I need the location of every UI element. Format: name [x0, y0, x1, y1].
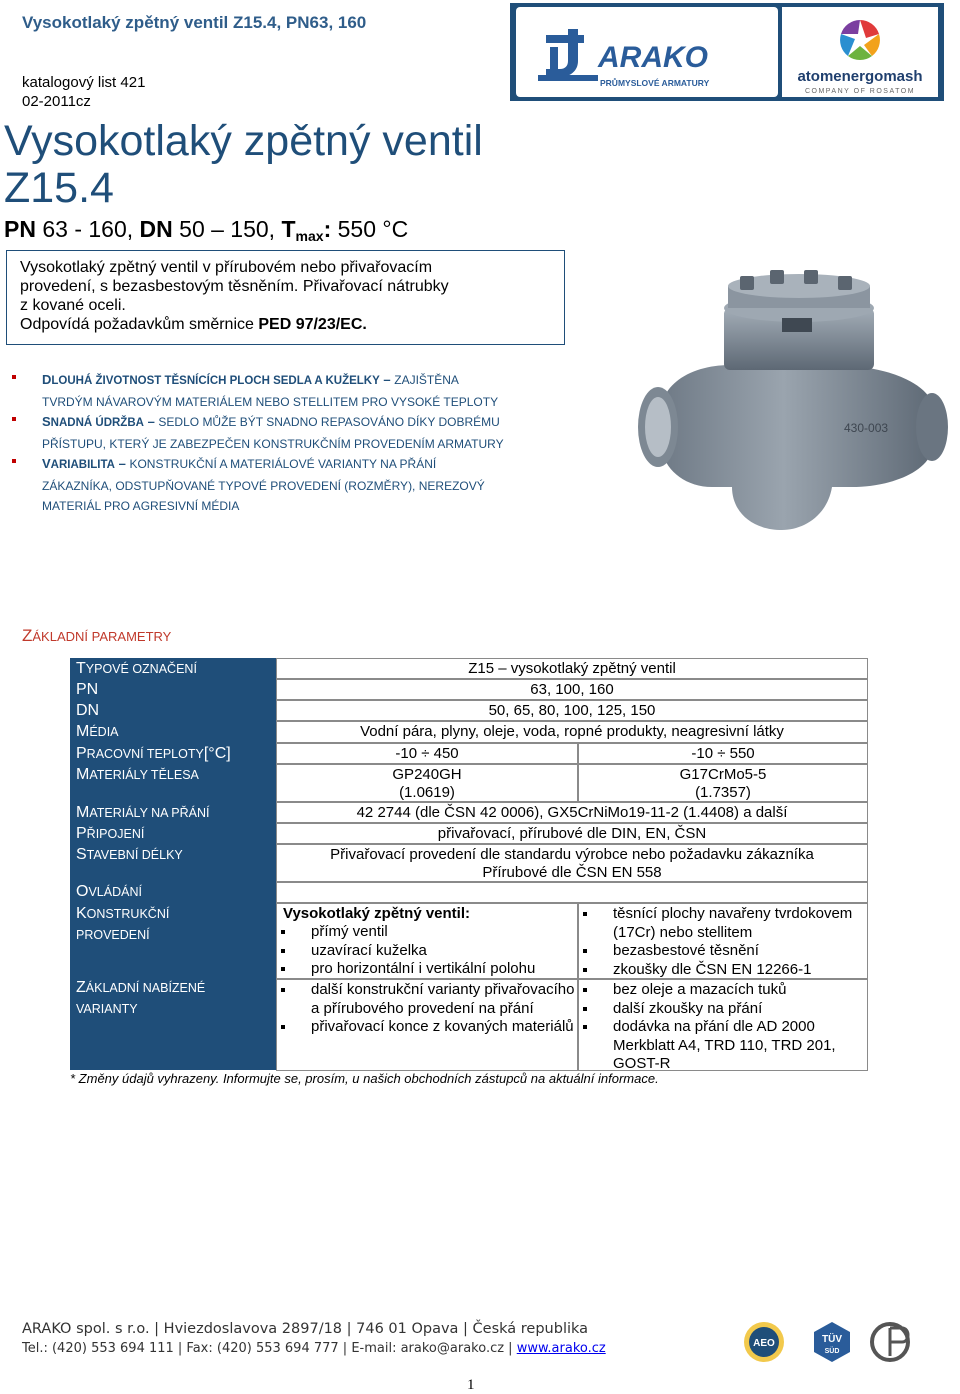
feature-text: PŘÍSTUPU, KTERÝ JE ZABEZPEČEN KONSTRUKČNÍM PROVEDENÍM ARMATURY: [42, 436, 504, 451]
section-title-initial: Z: [22, 626, 33, 645]
label-body-materials: MATERIÁLY TĚLESA: [76, 766, 199, 783]
t-value: 550 °C: [331, 216, 409, 242]
feature-heading-initial: S: [42, 414, 51, 429]
aeo-badge-icon: [744, 1322, 784, 1362]
cell-body-1: [276, 764, 578, 802]
t-sub: max: [295, 228, 324, 244]
cell-offered-left: [276, 979, 578, 1071]
feature-heading-initial: V: [42, 456, 51, 471]
label-media: MÉDIA: [76, 723, 119, 740]
feature-heading-initial: D: [42, 372, 52, 387]
feature-item: [12, 412, 602, 454]
description-line: z kované oceli.: [20, 297, 126, 314]
feature-item: [12, 370, 602, 412]
length-line: Přivařovací provedení dle standardu výrobce nebo požadavku zákazníka: [330, 846, 814, 863]
catalog-sheet: katalogový list 421: [22, 74, 146, 91]
feature-text: TVRDÝM NÁVAROVÝM MATERIÁLEM NEBO STELLITEM PRO VYSOKÉ TEPLOTY: [42, 394, 499, 409]
label-custom-materials: MATERIÁLY NA PŘÁNÍ: [76, 804, 210, 821]
design-list-right: [579, 905, 867, 979]
label-dn: DN: [76, 702, 100, 719]
cell-design-right: [578, 903, 868, 979]
body-material-code: (1.0619): [399, 784, 455, 801]
design-item: uzavírací kuželka: [277, 942, 577, 961]
feature-dash: –: [114, 456, 130, 471]
cell-pn: 63, 100, 160: [276, 679, 868, 700]
aem-tagline: COMPANY OF ROSATOM: [804, 88, 916, 95]
header-title: Vysokotlaký zpětný ventil Z15.4, PN63, 160: [22, 13, 367, 32]
atomenergomash-logo: [782, 7, 938, 97]
cell-custom-materials: 42 2744 (dle ČSN 42 0006), GX5CrNiMo19-11-2 (1.4408) a další: [276, 802, 868, 823]
pn-label: PN: [4, 216, 36, 242]
feature-text: ZAJIŠTĚNA: [394, 373, 459, 387]
section-title-rest: ÁKLADNÍ PARAMETRY: [32, 629, 172, 644]
pn-range: 63 - 160,: [35, 216, 140, 242]
svg-text:AEO: AEO: [753, 1338, 775, 1349]
label-type: TYPOVÉ OZNAČENÍ: [76, 660, 197, 677]
cell-control: [276, 882, 868, 903]
body-material-code: (1.7357): [695, 784, 751, 801]
description-text: Odpovídá požadavkům směrnice: [20, 316, 259, 333]
footnote: * Změny údajů vyhrazeny. Informujte se, prosím, u našich obchodních zástupců na aktuální informace.: [70, 1071, 659, 1086]
product-title-line2: Z15.4: [4, 164, 114, 212]
directive: PED 97/23/EC.: [258, 316, 367, 333]
body-material: G17CrMo5-5: [679, 766, 767, 783]
arako-tagline: PRŮMYSLOVÉ ARMATURY: [600, 78, 710, 88]
feature-heading: ARIABILITA: [50, 459, 115, 471]
label-pn: PN: [76, 681, 99, 698]
t-label: T: [281, 216, 296, 242]
feature-heading: LOUHÁ ŽIVOTNOST TĚSNÍCÍCH PLOCH SEDLA A KUŽELKY: [51, 375, 380, 387]
feature-text: MATERIÁL PRO AGRESIVNÍ MÉDIA: [42, 499, 240, 513]
design-item: těsnící plochy navařeny tvrdokovem (17Cr) nebo stellitem: [579, 905, 867, 942]
dn-range: 50 – 150,: [172, 216, 282, 242]
svg-text:SÜD: SÜD: [824, 1348, 840, 1355]
offered-item: další zkoušky na přání: [579, 1000, 867, 1019]
product-title: [4, 118, 483, 212]
offered-item: dodávka na přání dle AD 2000 Merkblatt A4, TRD 110, TRD 201, GOST-R: [579, 1018, 867, 1074]
product-subtitle: [4, 216, 408, 244]
cell-temp-1: -10 ÷ 450: [276, 743, 578, 764]
revision: 02-2011cz: [22, 93, 91, 110]
feature-heading: NADNÁ ÚDRŽBA: [50, 417, 144, 429]
page-number: 1: [467, 1377, 475, 1393]
label-connection: PŘIPOJENÍ: [76, 825, 145, 842]
cell-media: Vodní pára, plyny, oleje, voda, ropné produkty, neagresivní látky: [276, 721, 868, 743]
design-item: přímý ventil: [277, 923, 577, 942]
valve-marking: 430-003: [844, 421, 889, 435]
cell-design-left: [276, 903, 578, 979]
cell-dn: 50, 65, 80, 100, 125, 150: [276, 700, 868, 721]
label-offered-2: VARIANTY: [76, 1002, 138, 1016]
arako-wordmark: ARAKO: [598, 41, 708, 74]
catalog-info: [22, 73, 145, 111]
offered-list: [277, 981, 577, 1037]
feature-dash: –: [379, 372, 395, 387]
design-item: bezasbestové těsnění: [579, 942, 867, 961]
section-title: [22, 626, 171, 646]
arako-logo: [516, 7, 778, 97]
offered-item: přivařovací konce z kovaných materiálů: [277, 1018, 577, 1037]
body-material: GP240GH: [392, 766, 462, 783]
footer-contact-text: Tel.: (420) 553 694 111 | Fax: (420) 553 694 777 | E-mail: arako@arako.cz |: [22, 1341, 517, 1356]
label-offered: ZÁKLADNÍ NABÍZENÉ: [76, 979, 206, 996]
feature-list: [12, 370, 602, 517]
length-line: Přírubové dle ČSN EN 558: [482, 864, 662, 881]
cell-offered-right: [578, 979, 868, 1071]
design-list: [277, 923, 577, 979]
pc-certification-icon: [872, 1324, 908, 1360]
feature-text: KONSTRUKČNÍ A MATERIÁLOVÉ VARIANTY NA PŘÁNÍ: [129, 457, 437, 471]
cell-length: [276, 844, 868, 882]
design-item: pro horizontální i vertikální polohu: [277, 960, 577, 979]
feature-item: [12, 454, 602, 517]
design-item: zkoušky dle ČSN EN 12266-1: [579, 961, 867, 980]
label-temperature: PRACOVNÍ TEPLOTY[°C]: [76, 745, 231, 762]
description-line: provedení, s bezasbestovým těsněním. Přivařovací nátrubky: [20, 278, 449, 295]
label-control: OVLÁDÁNÍ: [76, 883, 142, 900]
design-heading: Vysokotlaký zpětný ventil:: [283, 905, 471, 922]
offered-item: bez oleje a mazacích tuků: [579, 981, 867, 1000]
label-design-2: PROVEDENÍ: [76, 928, 150, 942]
dn-label: DN: [139, 216, 173, 242]
website-link[interactable]: www.arako.cz: [516, 1341, 606, 1356]
footer-contact: [22, 1341, 606, 1356]
label-length: STAVEBNÍ DÉLKY: [76, 846, 183, 863]
logo-banner: [510, 3, 944, 101]
cell-temp-2: -10 ÷ 550: [578, 743, 868, 764]
feature-text: ZÁKAZNÍKA, ODSTUPŇOVANÉ TYPOVÉ PROVEDENÍ (ROZMĚRY), NEREZOVÝ: [42, 478, 485, 493]
label-design: KONSTRUKČNÍ: [76, 905, 170, 922]
description-line: Vysokotlaký zpětný ventil v přírubovém nebo přivařovacím: [20, 259, 433, 276]
cell-body-2: [578, 764, 868, 802]
offered-list-right: [579, 981, 867, 1074]
certification-badges: [740, 1318, 920, 1366]
cell-type: Z15 – vysokotlaký zpětný ventil: [276, 658, 868, 679]
feature-dash: –: [143, 414, 159, 429]
cell-connection: přivařovací, přírubové dle DIN, EN, ČSN: [276, 823, 868, 844]
description-line: [20, 315, 564, 334]
footer-address: ARAKO spol. s r.o. | Hviezdoslavova 2897/18 | 746 01 Opava | Česká republika: [22, 1321, 589, 1337]
aem-wordmark: atomenergomash: [797, 68, 923, 85]
feature-text: SEDLO MŮŽE BÝT SNADNO REPASOVÁNO DÍKY DOBRÉMU: [158, 415, 500, 429]
valve-photo: [632, 262, 952, 534]
svg-text:TÜV: TÜV: [822, 1334, 842, 1345]
t-colon: :: [323, 216, 332, 242]
tuv-badge-icon: [814, 1322, 850, 1362]
description-box: [6, 250, 565, 345]
offered-item: další konstrukční varianty přivařovacího a přírubového provedení na přání: [277, 981, 577, 1018]
product-title-line1: Vysokotlaký zpětný ventil: [4, 117, 483, 165]
